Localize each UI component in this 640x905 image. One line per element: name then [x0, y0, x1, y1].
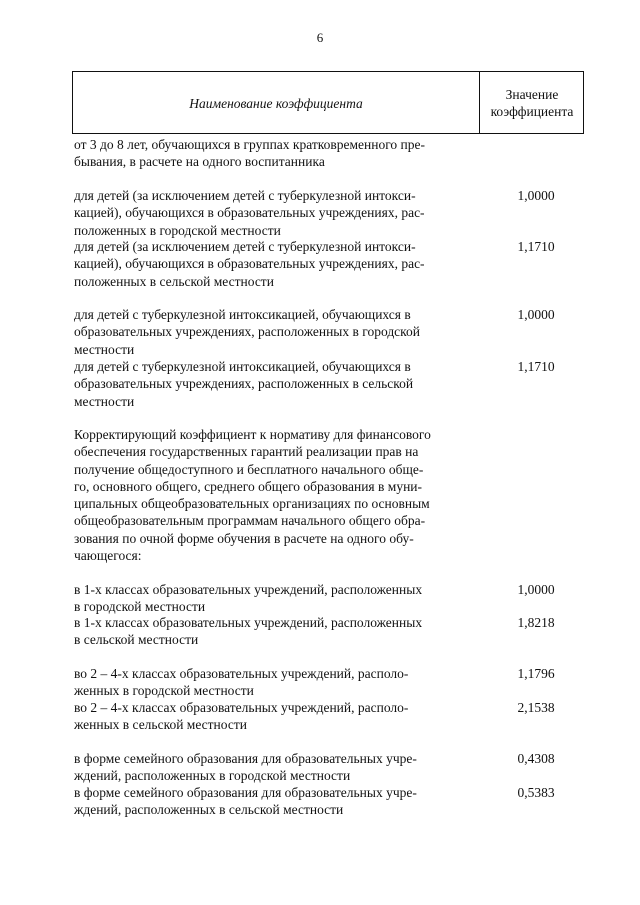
row-line: для детей (за исключением детей с туберкулезной интокси- — [74, 239, 416, 254]
row-line: образовательных учреждениях, расположенных в городской — [74, 324, 421, 340]
row-value: 1,0000 — [517, 307, 555, 322]
row-description — [74, 136, 474, 171]
row-value: 1,1710 — [517, 239, 555, 254]
table-row — [74, 136, 584, 171]
row-line: женных в городской местности — [74, 683, 254, 699]
table-row — [74, 187, 584, 239]
page-number: 6 — [316, 30, 324, 45]
row-line: обеспечения государственных гарантий реализации прав на — [74, 444, 419, 460]
table-row — [74, 750, 584, 785]
row-line: ципальных общеобразовательных организациях по основным — [74, 496, 430, 512]
table-row — [74, 306, 584, 358]
row-description — [74, 187, 474, 239]
row-line: в 1-х классах образовательных учреждений, расположенных — [74, 582, 423, 597]
row-description — [74, 306, 474, 358]
header-coefficient-name: Наименование коэффициента — [189, 96, 363, 111]
row-value: 0,5383 — [517, 785, 555, 800]
row-line: во 2 – 4-х классах образовательных учреждений, располо- — [74, 700, 409, 715]
row-line: в 1-х классах образовательных учреждений, расположенных — [74, 615, 423, 630]
row-line: в форме семейного образования для образовательных учре- — [74, 751, 417, 766]
row-line: положенных в сельской местности — [74, 273, 274, 289]
row-line: кацией), обучающихся в образовательных учреждениях, рас- — [74, 256, 425, 272]
row-line: местности — [74, 393, 135, 409]
row-description — [74, 614, 474, 649]
row-line: в сельской местности — [74, 632, 199, 648]
row-line: кацией), обучающихся в образовательных учреждениях, рас- — [74, 205, 425, 221]
row-line: во 2 – 4-х классах образовательных учреждений, располо- — [74, 666, 409, 681]
row-line: ждений, расположенных в городской местности — [74, 768, 351, 784]
row-line: бывания, в расчете на одного воспитанника — [74, 154, 325, 170]
table-row — [74, 238, 584, 290]
row-value: 1,1710 — [517, 359, 555, 374]
row-description — [74, 581, 474, 616]
row-description — [74, 665, 474, 700]
row-description — [74, 699, 474, 734]
table-row — [74, 665, 584, 700]
row-value: 1,0000 — [517, 188, 555, 203]
row-line: образовательных учреждениях, расположенных в сельской — [74, 376, 414, 392]
row-line: зования по очной форме обучения в расчете на одного обу- — [74, 530, 414, 546]
row-line: чающегося: — [74, 548, 142, 564]
row-description — [74, 426, 474, 564]
row-value: 1,8218 — [517, 615, 555, 630]
table-row — [74, 581, 584, 616]
row-line: в форме семейного образования для образовательных учре- — [74, 785, 417, 800]
row-line: местности — [74, 341, 135, 357]
row-value: 0,4308 — [517, 751, 555, 766]
header-coefficient-value — [480, 86, 584, 120]
row-line: для детей (за исключением детей с туберкулезной интокси- — [74, 188, 416, 203]
row-line: женных в сельской местности — [74, 717, 247, 733]
row-description — [74, 358, 474, 410]
row-line: го, основного общего, среднего общего образования в муни- — [74, 478, 423, 494]
row-line: в городской местности — [74, 599, 206, 615]
row-line: общеобразовательным программам начального общего обра- — [74, 513, 426, 529]
table-row — [74, 784, 584, 819]
row-line: получение общедоступного и бесплатного начального обще- — [74, 461, 424, 477]
row-value: 1,1796 — [517, 666, 555, 681]
table-header — [72, 71, 584, 134]
row-description — [74, 784, 474, 819]
row-description — [74, 750, 474, 785]
header-value-line-2: коэффициента — [490, 104, 574, 119]
row-line: положенных в городской местности — [74, 222, 281, 238]
row-line: от 3 до 8 лет, обучающихся в группах кратковременного пре- — [74, 137, 426, 152]
row-line: для детей с туберкулезной интоксикацией, обучающихся в — [74, 359, 411, 374]
table-row — [74, 614, 584, 649]
row-value: 1,0000 — [517, 582, 555, 597]
row-line: ждений, расположенных в сельской местности — [74, 802, 344, 818]
row-description — [74, 238, 474, 290]
table-row — [74, 426, 584, 564]
row-line: для детей с туберкулезной интоксикацией, обучающихся в — [74, 307, 411, 322]
row-value: 2,1538 — [517, 700, 555, 715]
header-value-line-1: Значение — [505, 87, 559, 102]
row-line: Корректирующий коэффициент к нормативу для финансового — [74, 427, 431, 442]
table-row — [74, 358, 584, 410]
table-row — [74, 699, 584, 734]
